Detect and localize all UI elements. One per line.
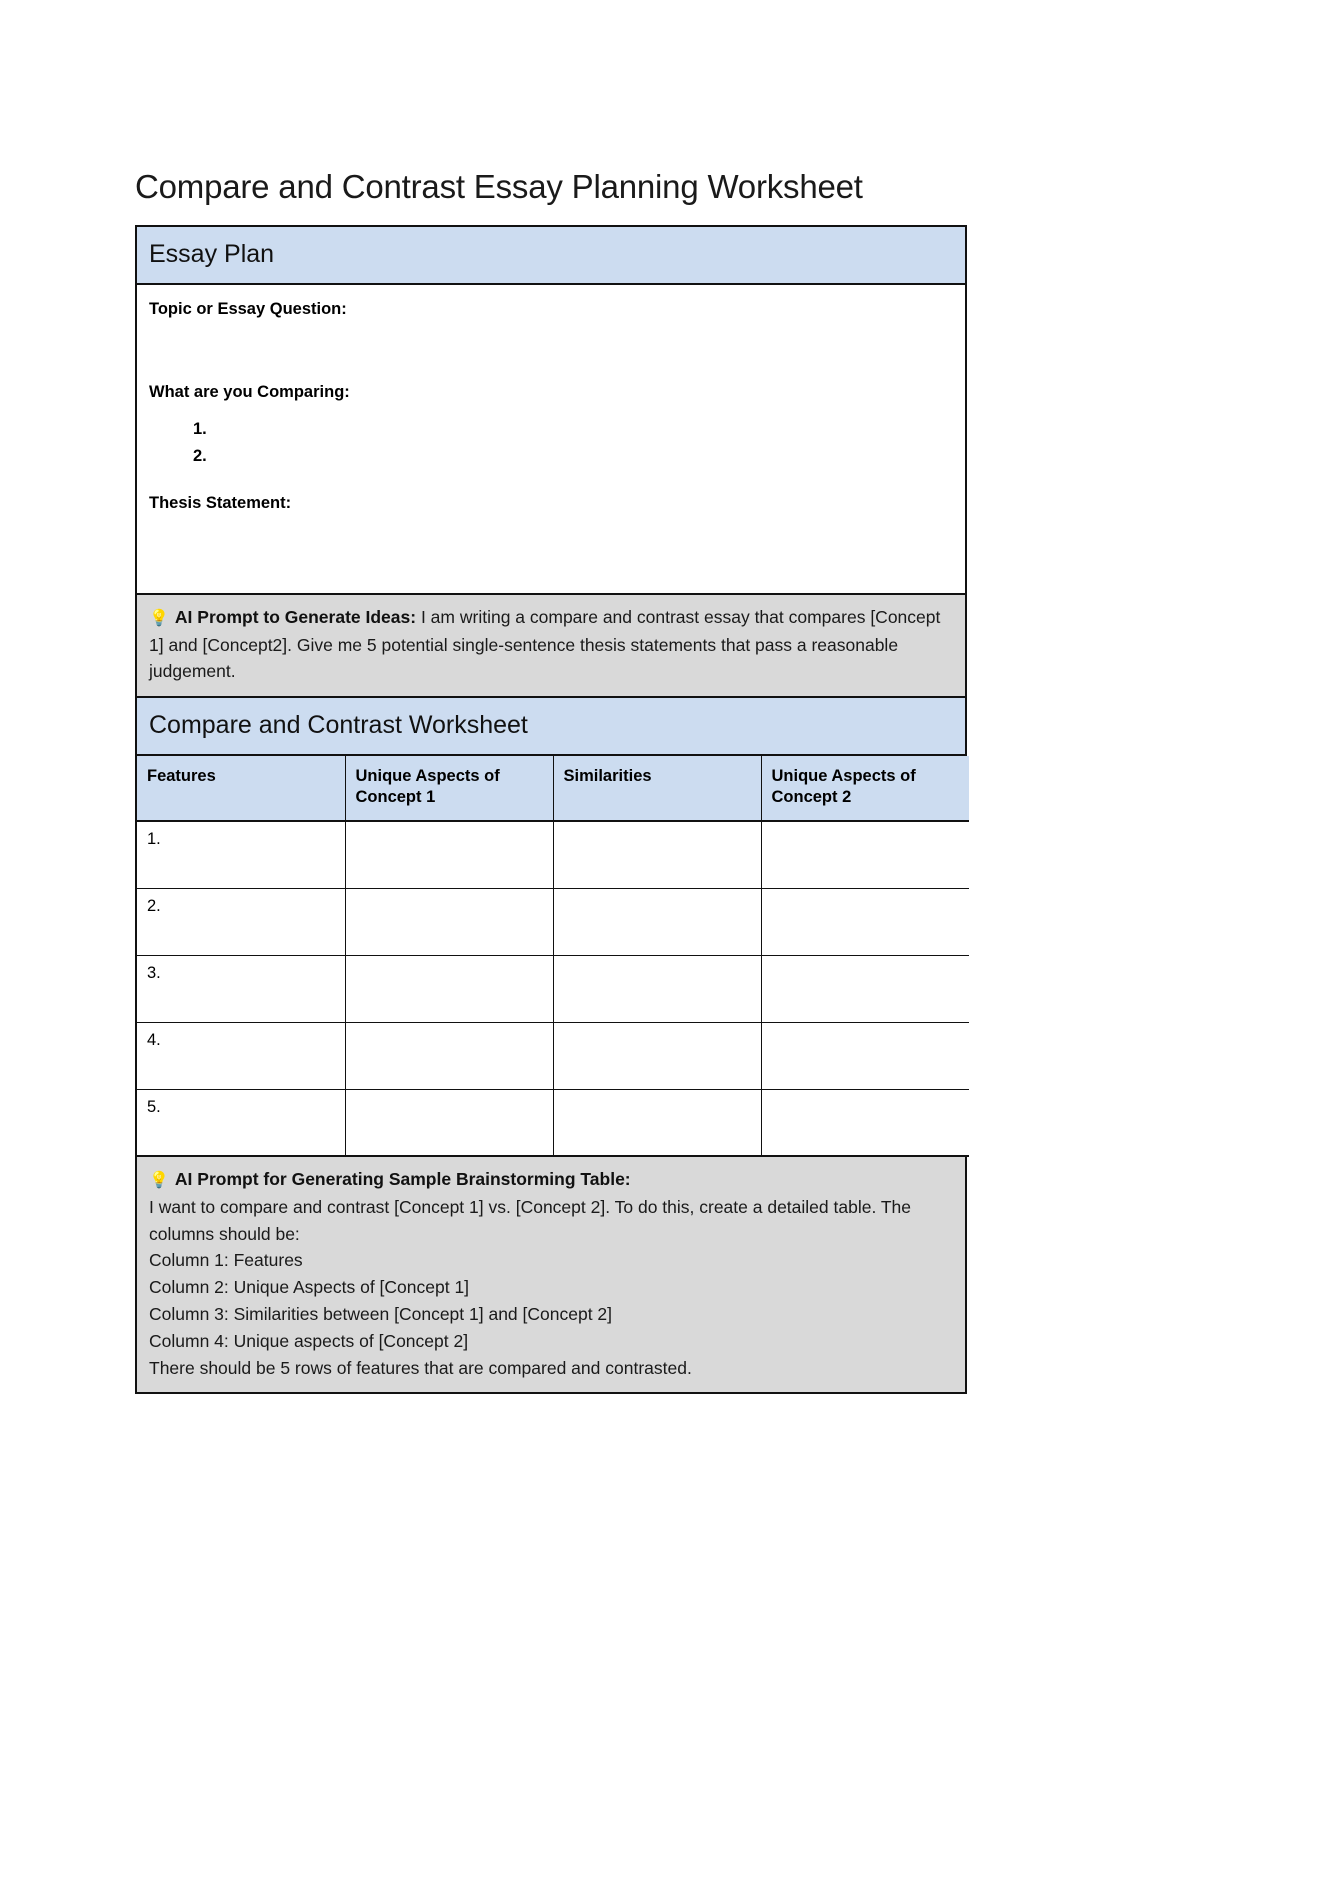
table-row <box>137 1022 969 1089</box>
cell-unique-concept-1[interactable] <box>345 821 553 888</box>
lightbulb-icon: 💡 <box>149 610 169 628</box>
cell-similarities[interactable] <box>553 1022 761 1089</box>
cell-unique-concept-2[interactable] <box>761 821 969 888</box>
cell-similarities[interactable] <box>553 888 761 955</box>
cell-unique-concept-1[interactable] <box>345 1089 553 1156</box>
cell-unique-concept-1[interactable] <box>345 955 553 1022</box>
table-row <box>137 955 969 1022</box>
cell-unique-concept-2[interactable] <box>761 1089 969 1156</box>
thesis-label: Thesis Statement: <box>149 493 292 512</box>
thesis-answer-space[interactable] <box>149 513 953 575</box>
ai-prompt-table-line: Column 2: Unique Aspects of [Concept 1] <box>149 1277 470 1298</box>
ai-prompt-table-line: Column 3: Similarities between [Concept 1] and [Concept 2] <box>149 1304 613 1324</box>
compare-contrast-table <box>137 756 969 1157</box>
cell-feature[interactable]: 3. <box>137 955 345 1022</box>
cell-unique-concept-1[interactable] <box>345 888 553 955</box>
cell-feature[interactable]: 1. <box>137 821 345 888</box>
ai-prompt-ideas-lead: AI Prompt to Generate Ideas: <box>174 607 417 628</box>
page-title: Compare and Contrast Essay Planning Worksheet <box>135 168 863 205</box>
column-header-unique-concept-2: Unique Aspects of Concept 2 <box>761 756 969 821</box>
cell-unique-concept-2[interactable] <box>761 1022 969 1089</box>
table-row <box>137 821 969 888</box>
ai-prompt-table-line: Column 1: Features <box>149 1250 303 1271</box>
worksheet-heading: Compare and Contrast Worksheet <box>137 698 965 756</box>
cell-unique-concept-1[interactable] <box>345 1022 553 1089</box>
ai-prompt-table-line: There should be 5 rows of features that are compared and contrasted. <box>149 1357 692 1378</box>
column-header-features: Features <box>137 756 345 821</box>
topic-label: Topic or Essay Question: <box>149 299 347 318</box>
comparing-label: What are you Comparing: <box>149 382 350 401</box>
ai-prompt-table-line: I want to compare and contrast [Concept 1] vs. [Concept 2]. To do this, create a detailed table. The columns should be: <box>149 1196 912 1244</box>
comparing-list <box>149 416 953 470</box>
column-header-unique-concept-1: Unique Aspects of Concept 1 <box>345 756 553 821</box>
comparing-answer-space[interactable] <box>149 471 953 493</box>
cell-feature[interactable]: 2. <box>137 888 345 955</box>
cell-feature[interactable]: 4. <box>137 1022 345 1089</box>
worksheet-content <box>135 168 967 1394</box>
cell-unique-concept-2[interactable] <box>761 888 969 955</box>
table-row <box>137 1089 969 1156</box>
cell-similarities[interactable] <box>553 821 761 888</box>
table-header-row <box>137 756 969 821</box>
essay-plan-body <box>137 285 965 595</box>
cell-similarities[interactable] <box>553 955 761 1022</box>
lightbulb-icon: 💡 <box>149 1172 169 1190</box>
table-row <box>137 888 969 955</box>
ai-prompt-brainstorming-table <box>137 1157 965 1394</box>
ai-prompt-table-line: Column 4: Unique aspects of [Concept 2] <box>149 1330 469 1351</box>
ai-prompt-ideas-body: I am writing a compare and contrast essay that compares [Concept 1] and [Concept2]. Give me 5 potential single-sentence thesis statements that pass a reasonable judgement. <box>149 607 941 682</box>
cell-similarities[interactable] <box>553 1089 761 1156</box>
cell-unique-concept-2[interactable] <box>761 955 969 1022</box>
ai-prompt-table-lead: AI Prompt for Generating Sample Brainstorming Table: <box>174 1169 631 1190</box>
cell-feature[interactable]: 5. <box>137 1089 345 1156</box>
essay-plan-heading: Essay Plan <box>137 227 965 285</box>
column-header-similarities: Similarities <box>553 756 761 821</box>
list-item[interactable]: 2. <box>193 447 207 466</box>
list-item[interactable]: 1. <box>193 420 207 439</box>
topic-answer-space[interactable] <box>149 320 953 382</box>
ai-prompt-generate-ideas <box>137 595 965 698</box>
essay-plan-table <box>135 225 967 1394</box>
